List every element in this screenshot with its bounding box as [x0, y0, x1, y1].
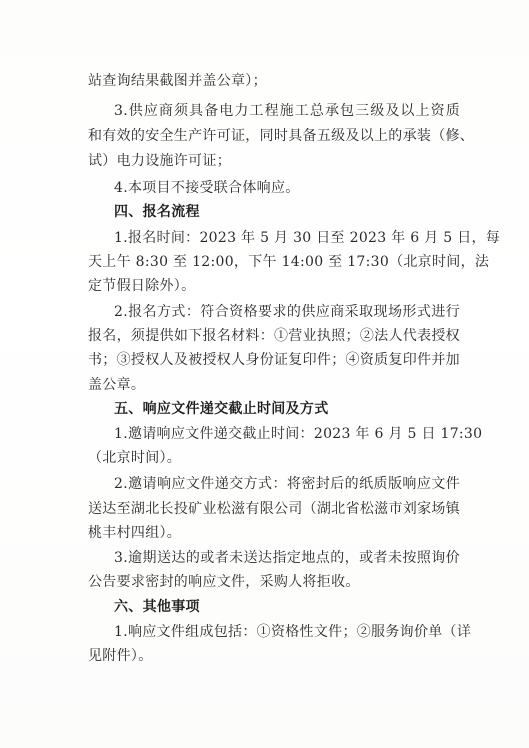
- text-line: 天上午 8:30 至 12:00，下午 14:00 至 17:30（北京时间，法: [88, 254, 490, 270]
- text-line: 盖公章。: [88, 377, 146, 393]
- section-heading: 四、报名流程: [114, 204, 200, 220]
- text-line: 1.邀请响应文件递交截止时间：2023 年 6 月 5 日 17:30: [114, 426, 483, 442]
- section-heading: 五、响应文件递交截止时间及方式: [114, 401, 329, 417]
- text-line: 见附件）。: [88, 648, 153, 664]
- text-line: 和有效的安全生产许可证，同时具备五级及以上的承装（修、: [88, 128, 475, 144]
- text-line: 试）电力设施许可证；: [88, 153, 231, 169]
- text-line: 书；③授权人及被授权人身份证复印件；④资质复印件并加: [88, 352, 460, 368]
- text-line: 公告要求密封的响应文件，采购人将拒收。: [88, 574, 360, 590]
- text-line: 2.报名方式：符合资格要求的供应商采取现场形式进行: [114, 304, 460, 320]
- text-line: 定节假日除外）。: [88, 278, 196, 294]
- section-heading: 六、其他事项: [114, 599, 200, 615]
- text-line: （北京时间）。: [88, 450, 182, 466]
- text-line: 站查询结果截图并盖公章）；: [88, 73, 267, 89]
- text-line: 2.邀请响应文件递交方式：将密封后的纸质版响应文件: [114, 476, 460, 492]
- text-line: 桃丰村四组）。: [88, 525, 182, 541]
- text-line: 4.本项目不接受联合体响应。: [114, 180, 300, 196]
- text-line: 报名，须提供如下报名材料：①营业执照；②法人代表授权: [88, 328, 460, 344]
- text-line: 3.逾期送达的或者未送达指定地点的，或者未按照询价: [114, 550, 460, 566]
- text-line: 3.供应商须具备电力工程施工总承包三级及以上资质: [114, 103, 460, 119]
- text-line: 1.响应文件组成包括：①资格性文件；②服务询价单（详: [114, 624, 472, 640]
- text-line: 1.报名时间：2023 年 5 月 30 日至 2023 年 6 月 5 日，每: [114, 230, 501, 246]
- text-line: 送达至湖北长投矿业松滋有限公司（湖北省松滋市刘家场镇: [88, 501, 460, 517]
